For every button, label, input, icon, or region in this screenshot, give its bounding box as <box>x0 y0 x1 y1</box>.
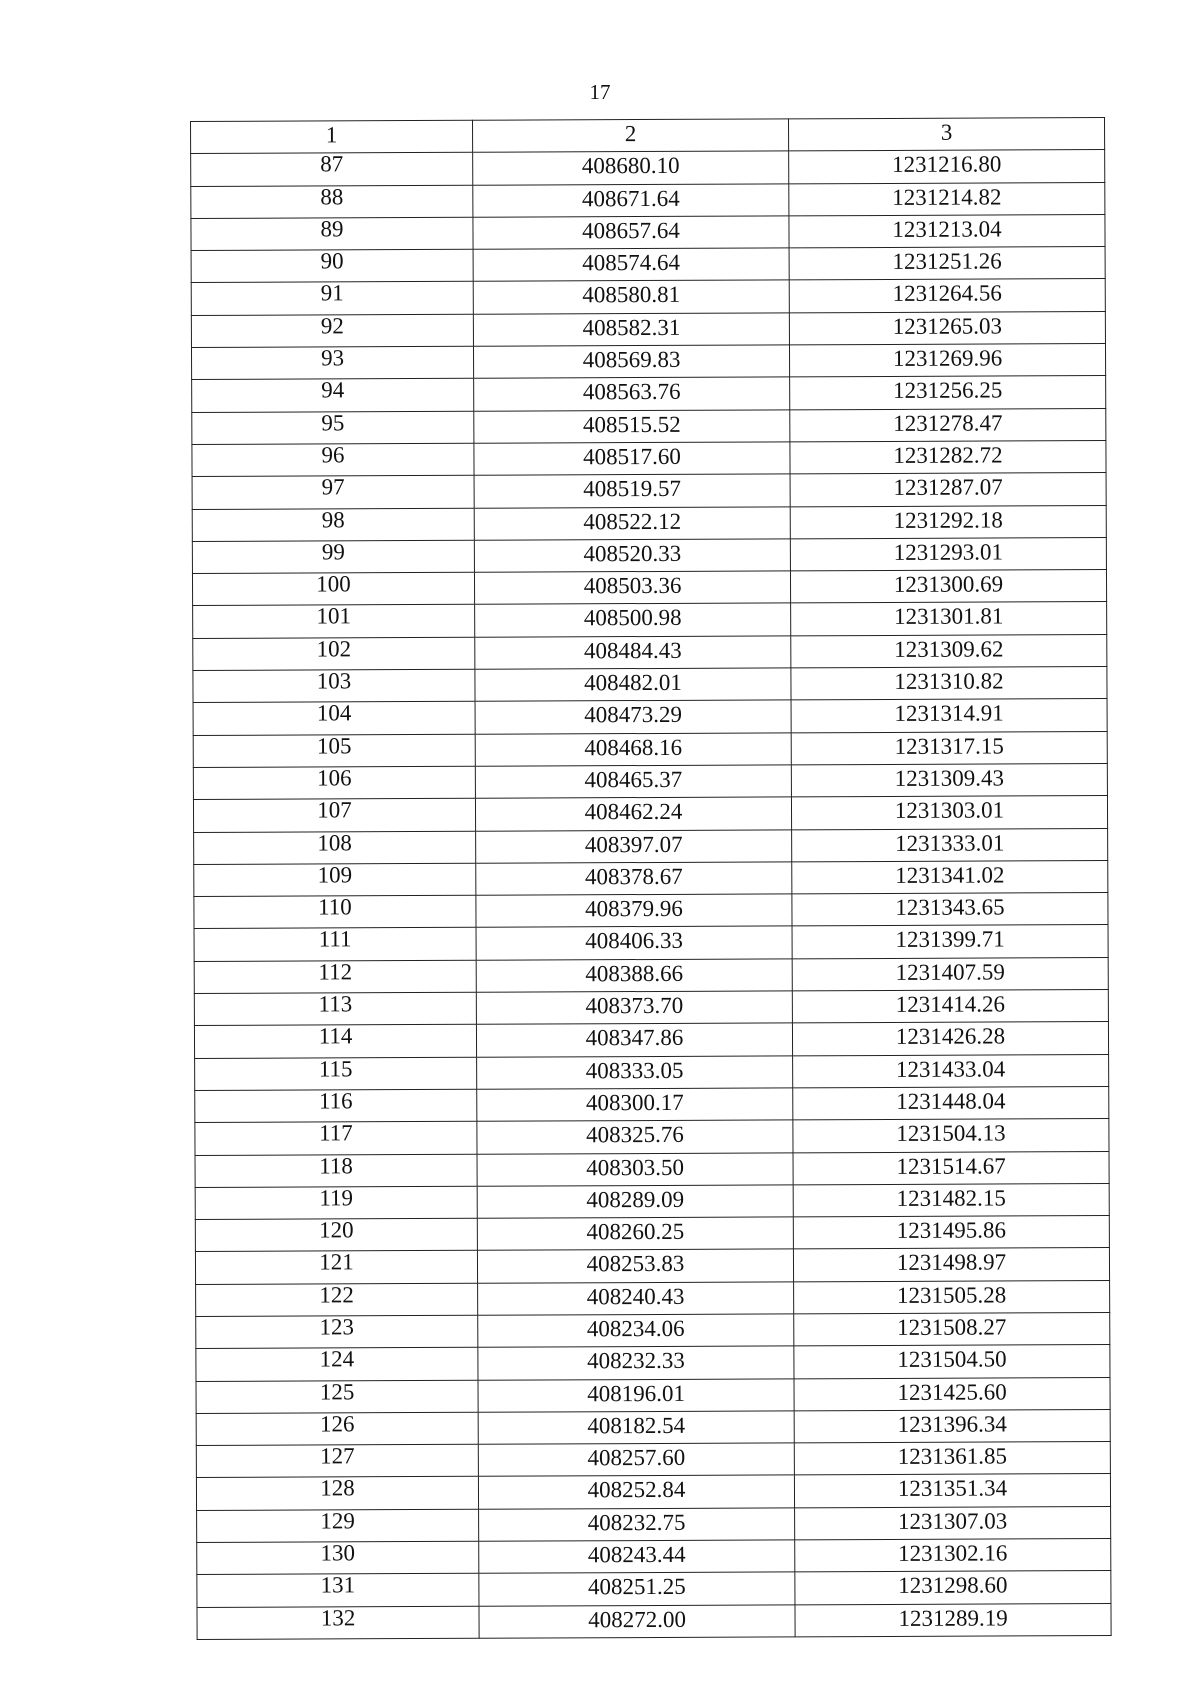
coordinate-x-cell: 408680.10 <box>473 151 789 185</box>
coordinate-y-cell: 1231514.67 <box>793 1151 1109 1185</box>
coordinate-y-cell: 1231265.03 <box>789 311 1105 345</box>
table-row <box>191 344 1105 380</box>
coordinate-x-cell: 408500.98 <box>475 603 791 637</box>
point-number-cell: 116 <box>195 1089 477 1123</box>
coordinate-x-cell: 408232.33 <box>478 1346 794 1380</box>
table-row <box>191 214 1105 250</box>
point-number-cell: 104 <box>193 702 475 736</box>
table-row <box>194 1022 1108 1058</box>
table-header <box>191 118 1105 154</box>
coordinate-y-cell: 1231351.34 <box>794 1474 1110 1508</box>
coordinates-table-container <box>190 121 1104 1640</box>
coordinate-y-cell: 1231343.65 <box>792 893 1108 927</box>
point-number-cell: 117 <box>195 1121 477 1155</box>
coordinates-table <box>190 117 1112 1640</box>
coordinate-x-cell: 408182.54 <box>478 1411 794 1445</box>
coordinate-y-cell: 1231317.15 <box>791 731 1107 765</box>
table-row <box>195 1183 1109 1219</box>
table-row <box>193 634 1107 670</box>
table-row <box>195 1216 1109 1252</box>
coordinate-y-cell: 1231504.50 <box>794 1345 1110 1379</box>
table-row <box>193 699 1107 735</box>
table-row <box>191 279 1105 315</box>
coordinate-y-cell: 1231508.27 <box>794 1312 1110 1346</box>
point-number-cell: 106 <box>193 766 475 800</box>
coordinate-x-cell: 408563.76 <box>474 377 790 411</box>
coordinate-y-cell: 1231289.19 <box>795 1603 1111 1637</box>
coordinate-x-cell: 408397.07 <box>476 829 792 863</box>
coordinate-y-cell: 1231300.69 <box>790 570 1106 604</box>
point-number-cell: 91 <box>191 282 473 316</box>
table-row <box>191 311 1105 347</box>
coordinate-x-cell: 408378.67 <box>476 862 792 896</box>
point-number-cell: 100 <box>192 572 474 606</box>
point-number-cell: 101 <box>193 605 475 639</box>
coordinate-y-cell: 1231341.02 <box>792 860 1108 894</box>
coordinate-y-cell: 1231213.04 <box>789 214 1105 248</box>
coordinate-x-cell: 408484.43 <box>475 636 791 670</box>
point-number-cell: 118 <box>195 1154 477 1188</box>
table-row <box>191 247 1105 283</box>
point-number-cell: 127 <box>196 1444 478 1478</box>
point-number-cell: 96 <box>192 443 474 477</box>
table-row <box>194 957 1108 993</box>
point-number-cell: 90 <box>191 249 473 283</box>
table-row <box>194 893 1108 929</box>
coordinate-x-cell: 408462.24 <box>475 797 791 831</box>
point-number-cell: 125 <box>196 1380 478 1414</box>
point-number-cell: 107 <box>193 798 475 832</box>
point-number-cell: 88 <box>191 185 473 219</box>
coordinate-y-cell: 1231425.60 <box>794 1377 1110 1411</box>
point-number-cell: 111 <box>194 928 476 962</box>
coordinate-x-cell: 408257.60 <box>478 1443 794 1477</box>
point-number-cell: 102 <box>193 637 475 671</box>
coordinate-x-cell: 408303.50 <box>477 1152 793 1186</box>
coordinate-x-cell: 408657.64 <box>473 216 789 250</box>
coordinate-y-cell: 1231482.15 <box>793 1183 1109 1217</box>
coordinate-x-cell: 408260.25 <box>477 1217 793 1251</box>
point-number-cell: 120 <box>195 1218 477 1252</box>
table-body <box>191 150 1111 1640</box>
table-row <box>196 1474 1110 1510</box>
coordinate-x-cell: 408473.29 <box>475 700 791 734</box>
coordinate-y-cell: 1231504.13 <box>793 1119 1109 1153</box>
point-number-cell: 103 <box>193 669 475 703</box>
table-row <box>193 796 1107 832</box>
header-row <box>191 118 1105 154</box>
table-row <box>193 763 1107 799</box>
coordinate-y-cell: 1231505.28 <box>794 1280 1110 1314</box>
coordinate-x-cell: 408517.60 <box>474 442 790 476</box>
table-row <box>193 602 1107 638</box>
table-row <box>193 731 1107 767</box>
coordinate-y-cell: 1231314.91 <box>791 699 1107 733</box>
table-row <box>192 440 1106 476</box>
point-number-cell: 89 <box>191 217 473 251</box>
coordinate-x-cell: 408482.01 <box>475 668 791 702</box>
point-number-cell: 98 <box>192 508 474 542</box>
point-number-cell: 132 <box>197 1606 479 1640</box>
table-row <box>196 1409 1110 1445</box>
coordinate-y-cell: 1231298.60 <box>795 1571 1111 1605</box>
point-number-cell: 93 <box>191 346 473 380</box>
point-number-cell: 122 <box>196 1283 478 1317</box>
coordinate-x-cell: 408196.01 <box>478 1378 794 1412</box>
coordinate-y-cell: 1231399.71 <box>792 925 1108 959</box>
coordinate-x-cell: 408373.70 <box>476 991 792 1025</box>
coordinate-y-cell: 1231361.85 <box>794 1442 1110 1476</box>
coordinate-x-cell: 408333.05 <box>477 1055 793 1089</box>
coordinate-y-cell: 1231287.07 <box>790 473 1106 507</box>
coordinate-x-cell: 408574.64 <box>473 248 789 282</box>
coordinate-x-cell: 408519.57 <box>474 474 790 508</box>
table-row <box>192 473 1106 509</box>
table-row <box>193 667 1107 703</box>
coordinate-y-cell: 1231302.16 <box>795 1539 1111 1573</box>
page-number: 17 <box>589 80 611 104</box>
column-header-3: 3 <box>788 118 1104 152</box>
point-number-cell: 97 <box>192 476 474 510</box>
point-number-cell: 119 <box>195 1186 477 1220</box>
coordinate-y-cell: 1231216.80 <box>789 150 1105 184</box>
table-row <box>194 828 1108 864</box>
coordinate-y-cell: 1231303.01 <box>791 796 1107 830</box>
table-row <box>195 1119 1109 1155</box>
coordinate-y-cell: 1231292.18 <box>790 505 1106 539</box>
point-number-cell: 114 <box>194 1025 476 1059</box>
point-number-cell: 113 <box>194 992 476 1026</box>
point-number-cell: 92 <box>191 314 473 348</box>
coordinate-y-cell: 1231310.82 <box>791 667 1107 701</box>
coordinate-x-cell: 408515.52 <box>474 410 790 444</box>
table-row <box>196 1442 1110 1478</box>
table-row <box>192 376 1106 412</box>
point-number-cell: 115 <box>195 1057 477 1091</box>
table-row <box>192 570 1106 606</box>
coordinate-x-cell: 408580.81 <box>473 280 789 314</box>
coordinate-x-cell: 408251.25 <box>479 1572 795 1606</box>
table-row <box>192 505 1106 541</box>
table-row <box>194 990 1108 1026</box>
coordinate-x-cell: 408671.64 <box>473 183 789 217</box>
coordinate-y-cell: 1231256.25 <box>790 376 1106 410</box>
point-number-cell: 99 <box>192 540 474 574</box>
coordinate-x-cell: 408569.83 <box>473 345 789 379</box>
table-row <box>195 1151 1109 1187</box>
point-number-cell: 130 <box>197 1541 479 1575</box>
coordinate-y-cell: 1231448.04 <box>793 1086 1109 1120</box>
table-row <box>196 1377 1110 1413</box>
coordinate-x-cell: 408503.36 <box>474 571 790 605</box>
coordinate-y-cell: 1231264.56 <box>789 279 1105 313</box>
coordinate-x-cell: 408289.09 <box>477 1185 793 1219</box>
coordinate-y-cell: 1231433.04 <box>793 1054 1109 1088</box>
coordinate-y-cell: 1231278.47 <box>790 408 1106 442</box>
coordinate-x-cell: 408522.12 <box>474 506 790 540</box>
table-row <box>192 408 1106 444</box>
table-row <box>197 1539 1111 1575</box>
coordinate-y-cell: 1231301.81 <box>791 602 1107 636</box>
coordinate-y-cell: 1231498.97 <box>793 1248 1109 1282</box>
coordinate-y-cell: 1231407.59 <box>792 957 1108 991</box>
point-number-cell: 126 <box>196 1412 478 1446</box>
point-number-cell: 87 <box>191 153 473 187</box>
column-header-1: 1 <box>191 120 473 154</box>
table-row <box>196 1280 1110 1316</box>
coordinate-y-cell: 1231269.96 <box>789 344 1105 378</box>
coordinate-x-cell: 408468.16 <box>475 733 791 767</box>
point-number-cell: 128 <box>196 1477 478 1511</box>
point-number-cell: 123 <box>196 1315 478 1349</box>
table-row <box>194 860 1108 896</box>
coordinate-y-cell: 1231214.82 <box>789 182 1105 216</box>
coordinate-x-cell: 408465.37 <box>475 765 791 799</box>
column-header-2: 2 <box>472 119 788 153</box>
table-row <box>196 1312 1110 1348</box>
coordinate-y-cell: 1231251.26 <box>789 247 1105 281</box>
coordinate-x-cell: 408325.76 <box>477 1120 793 1154</box>
coordinate-x-cell: 408272.00 <box>479 1605 795 1639</box>
point-number-cell: 129 <box>197 1509 479 1543</box>
table-row <box>195 1086 1109 1122</box>
coordinate-x-cell: 408243.44 <box>479 1540 795 1574</box>
coordinate-y-cell: 1231309.62 <box>791 634 1107 668</box>
table-row <box>195 1054 1109 1090</box>
coordinate-x-cell: 408252.84 <box>478 1475 794 1509</box>
coordinate-x-cell: 408582.31 <box>473 313 789 347</box>
point-number-cell: 110 <box>194 895 476 929</box>
coordinate-x-cell: 408232.75 <box>479 1508 795 1542</box>
table-row <box>194 925 1108 961</box>
point-number-cell: 108 <box>194 831 476 865</box>
coordinate-y-cell: 1231426.28 <box>792 1022 1108 1056</box>
point-number-cell: 95 <box>192 411 474 445</box>
coordinate-x-cell: 408240.43 <box>478 1282 794 1316</box>
point-number-cell: 121 <box>195 1251 477 1285</box>
table-row <box>191 150 1105 186</box>
table-row <box>195 1248 1109 1284</box>
coordinate-y-cell: 1231495.86 <box>793 1216 1109 1250</box>
coordinate-x-cell: 408347.86 <box>476 1023 792 1057</box>
coordinate-x-cell: 408388.66 <box>476 959 792 993</box>
table-row <box>197 1603 1111 1639</box>
coordinate-y-cell: 1231414.26 <box>792 990 1108 1024</box>
coordinate-y-cell: 1231282.72 <box>790 440 1106 474</box>
coordinate-x-cell: 408253.83 <box>477 1249 793 1283</box>
coordinate-x-cell: 408300.17 <box>477 1088 793 1122</box>
point-number-cell: 105 <box>193 734 475 768</box>
coordinate-x-cell: 408406.33 <box>476 926 792 960</box>
table-row <box>197 1506 1111 1542</box>
table-row <box>197 1571 1111 1607</box>
point-number-cell: 131 <box>197 1574 479 1608</box>
coordinate-x-cell: 408234.06 <box>478 1314 794 1348</box>
coordinate-y-cell: 1231309.43 <box>791 763 1107 797</box>
point-number-cell: 109 <box>194 863 476 897</box>
point-number-cell: 124 <box>196 1348 478 1382</box>
coordinate-x-cell: 408379.96 <box>476 894 792 928</box>
coordinate-y-cell: 1231307.03 <box>795 1506 1111 1540</box>
table-row <box>196 1345 1110 1381</box>
coordinate-y-cell: 1231396.34 <box>794 1409 1110 1443</box>
coordinate-y-cell: 1231293.01 <box>790 537 1106 571</box>
point-number-cell: 112 <box>194 960 476 994</box>
point-number-cell: 94 <box>192 379 474 413</box>
coordinate-x-cell: 408520.33 <box>474 539 790 573</box>
table-row <box>191 182 1105 218</box>
coordinate-y-cell: 1231333.01 <box>792 828 1108 862</box>
table-row <box>192 537 1106 573</box>
